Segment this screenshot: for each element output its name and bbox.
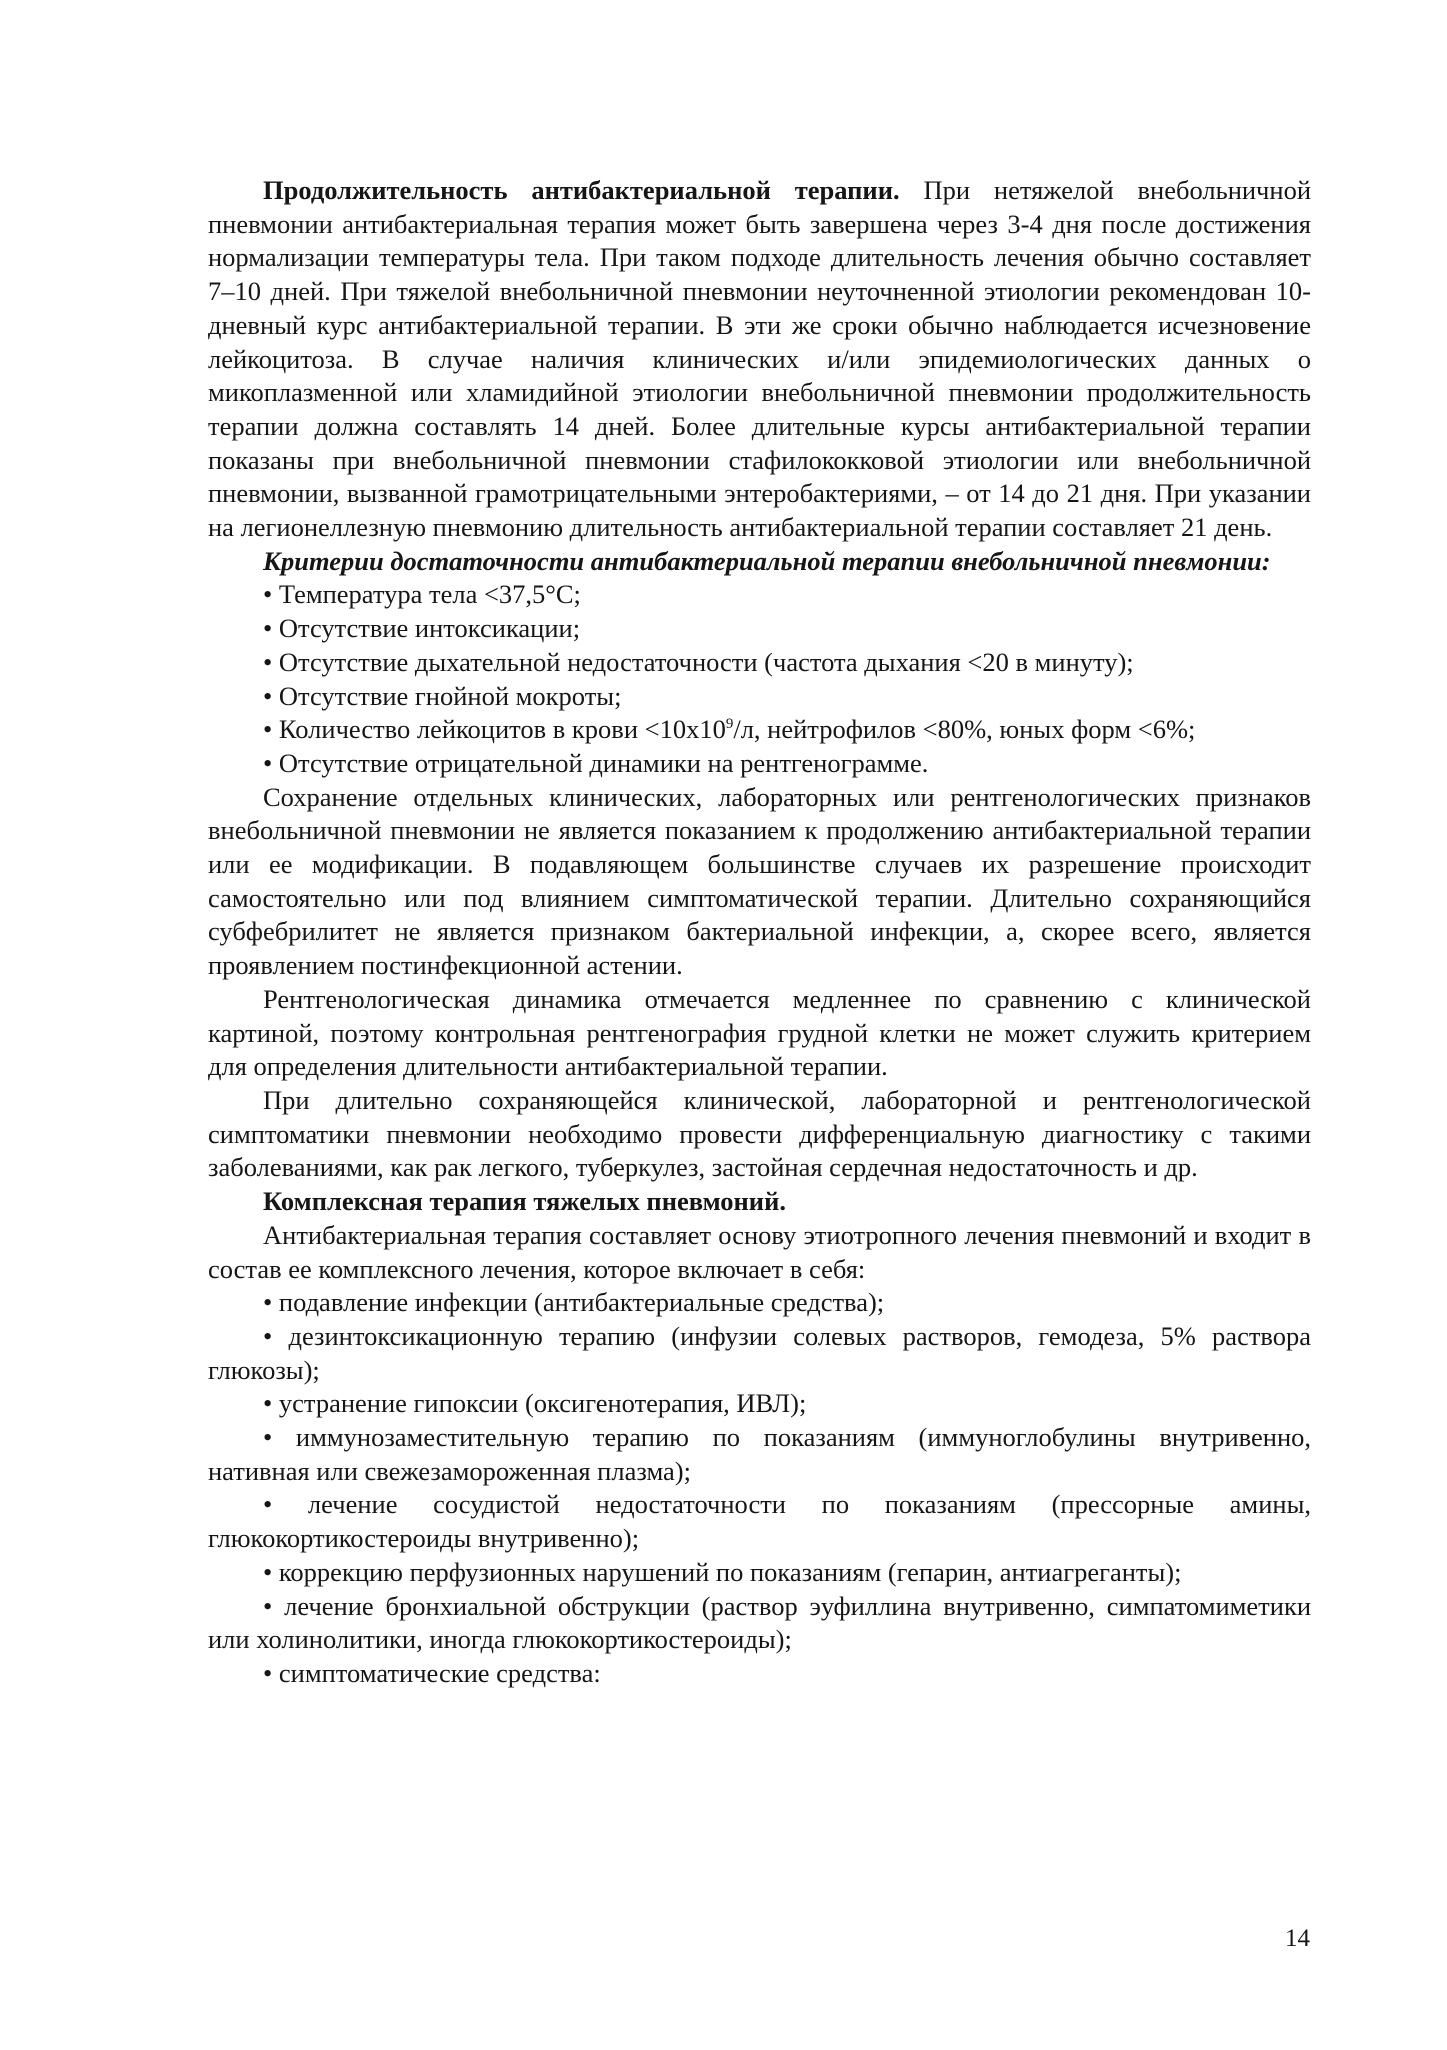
- paragraph-differential: При длительно сохраняющейся клинической, лабораторной и рентгенологической симптоматики пневмонии необходимо провести дифференциальную диагностику с такими заболеваниями, как рак легкого, туберкулез, застойная сердечная недостаточность и др.: [208, 1084, 1311, 1183]
- paragraph-duration: [208, 174, 1311, 545]
- list-item: • Отсутствие интоксикации;: [263, 613, 581, 644]
- list-item: • симптоматические средства:: [263, 1657, 601, 1688]
- paragraph-xray: Рентгенологическая динамика отмечается медленнее по сравнению с клинической картиной, поэтому контрольная рентгенография грудной клетки не может служить критерием для определения длительности антибактериальной терапии.: [208, 983, 1311, 1082]
- leukocytes-text-before: • Количество лейкоцитов в крови <10х10: [263, 714, 726, 745]
- paragraph-signs: Сохранение отдельных клинических, лабораторных или рентгенологических признаков внебольничной пневмонии не является показанием к продолжению антибактериальной терапии или ее модификации. В подавляющем большинстве случаев их разрешение происходит самостоятельно или под влиянием симптоматической терапии. Длительно сохраняющийся субфебрилитет не является признаком бактериальной инфекции, а, скорее всего, является проявлением постинфекционной астении.: [208, 781, 1311, 981]
- list-item-leukocytes: [208, 713, 1311, 747]
- paragraph-duration-text: При нетяжелой внебольничной пневмонии антибактериальная терапия может быть завершена через 3-4 дня после достижения нормализации температуры тела. При таком подходе длительность лечения обычно составляет 7–10 дней. При тяжелой внебольничной пневмонии неуточненной этиологии рекомендован 10-дневный курс антибактериальной терапии. В эти же сроки обычно наблюдается исчезновение лейкоцитоза. В случае наличия клинических и/или эпидемиологических данных о микоплазменной или хламидийной этиологии внебольничной пневмонии продолжительность терапии должна составлять 14 дней. Более длительные курсы антибактериальной терапии показаны при внебольничной пневмонии стафилококковой этиологии или внебольничной пневмонии, вызванной грамотрицательными энтеробактериями, – от 14 до 21 дня. При указании на легионеллезную пневмонию длительность антибактериальной терапии составляет 21 день.: [208, 175, 1312, 543]
- heading-duration: Продолжительность антибактериальной терапии.: [263, 175, 900, 205]
- criteria-list: [208, 578, 1311, 780]
- complex-therapy-list: [208, 1286, 1311, 1690]
- list-item: • подавление инфекции (антибактериальные средства);: [263, 1287, 885, 1318]
- heading-criteria-text: Критерии достаточности антибактериальной терапии внебольничной пневмонии:: [263, 545, 1271, 576]
- list-item: • Отсутствие дыхательной недостаточности (частота дыхания <20 в минуту);: [263, 646, 1134, 677]
- leukocytes-exponent: 9: [725, 716, 734, 733]
- heading-criteria: [208, 545, 1311, 579]
- list-item: • Отсутствие отрицательной динамики на рентгенограмме.: [263, 747, 929, 778]
- document-page: [208, 174, 1311, 1691]
- list-item: • дезинтоксикационную терапию (инфузии солевых растворов, гемодеза, 5% раствора глюкозы);: [208, 1320, 1311, 1385]
- heading-complex-therapy-text: Комплексная терапия тяжелых пневмоний.: [263, 1186, 786, 1217]
- list-item: • Отсутствие гнойной мокроты;: [263, 680, 622, 711]
- page-number: 14: [1285, 1925, 1310, 1952]
- list-item: • лечение сосудистой недостаточности по показаниям (прессорные амины, глюкокортикостероиды внутривенно);: [208, 1489, 1311, 1554]
- list-item: • Температура тела <37,5°С;: [263, 579, 581, 610]
- paragraph-complex-intro: Антибактериальная терапия составляет основу этиотропного лечения пневмоний и входит в состав ее комплексного лечения, которое включает в себя:: [208, 1219, 1311, 1284]
- leukocytes-text-after: /л, нейтрофилов <80%, юных форм <6%;: [733, 714, 1196, 745]
- list-item: • устранение гипоксии (оксигенотерапия, ИВЛ);: [263, 1388, 807, 1419]
- list-item: • лечение бронхиальной обструкции (раствор эуфиллина внутривенно, симпатомиметики или холинолитики, иногда глюкокортикостероиды);: [208, 1590, 1311, 1655]
- list-item: • коррекцию перфузионных нарушений по показаниям (гепарин, антиагреганты);: [263, 1556, 1182, 1587]
- list-item: • иммунозаместительную терапию по показаниям (иммуноглобулины внутривенно, нативная или свежезамороженная плазма);: [208, 1422, 1311, 1486]
- heading-complex-therapy: [208, 1185, 1311, 1219]
